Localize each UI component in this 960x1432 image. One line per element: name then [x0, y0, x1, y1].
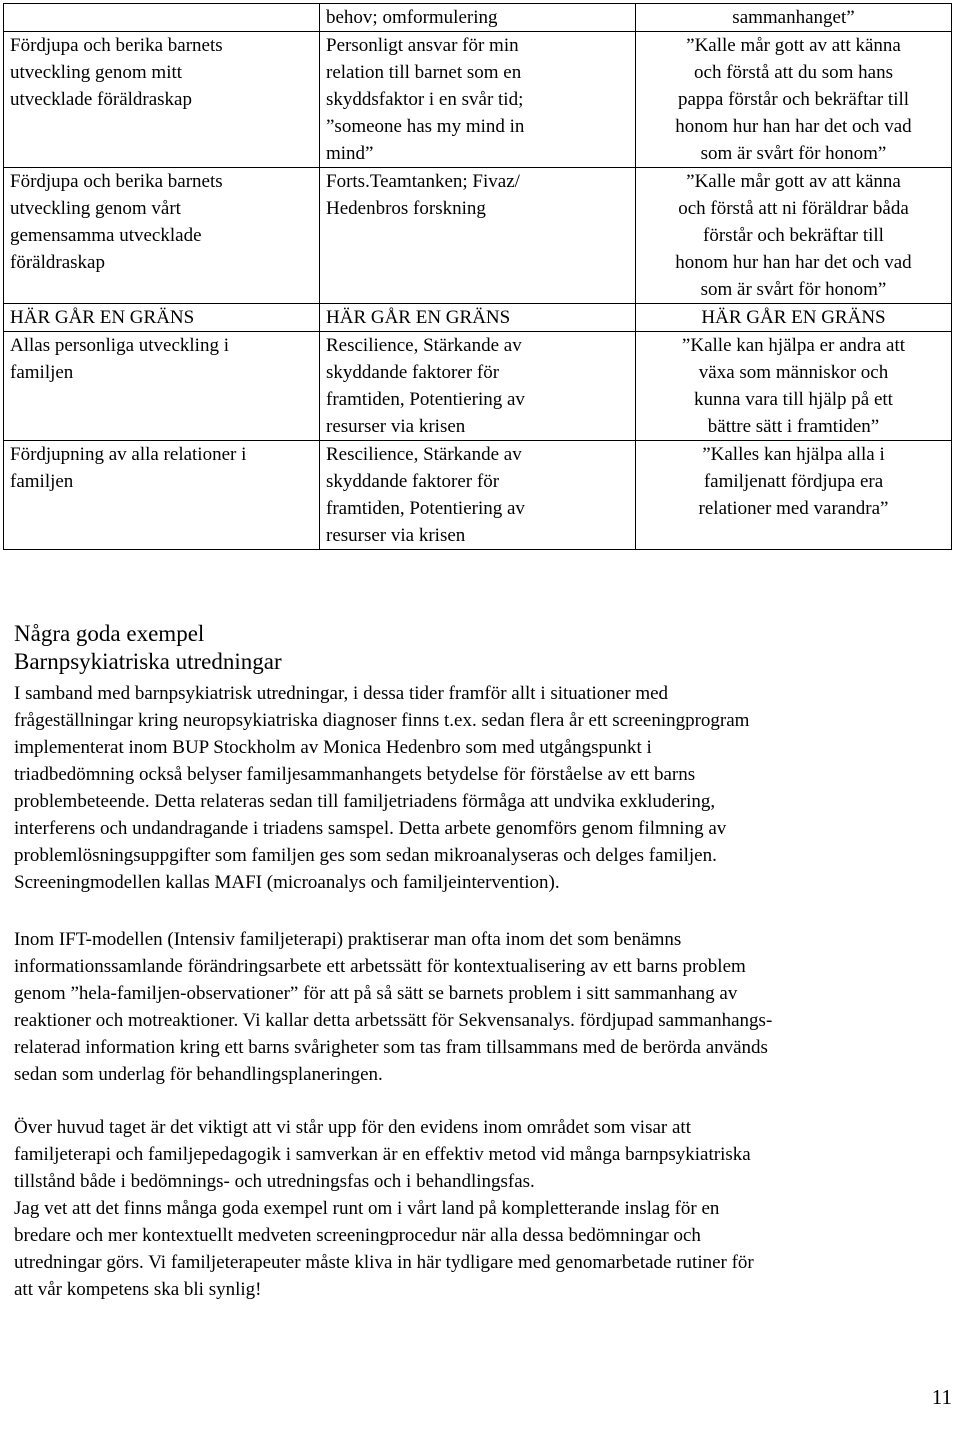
- cell-text: skyddsfaktor i en svår tid;: [326, 89, 524, 110]
- paragraph-line: Jag vet att det finns många goda exempel runt om i vårt land på kompletterande inslag för en: [14, 1198, 720, 1219]
- paragraph-1: [14, 680, 954, 896]
- paragraph-line: I samband med barnpsykiatrisk utredningar, i dessa tider framför allt i situationer med: [14, 683, 669, 704]
- table-row: [4, 304, 952, 332]
- table-row: [4, 441, 952, 550]
- cell-text: pappa förstår och bekräftar till: [677, 89, 910, 110]
- table-cell: [320, 441, 636, 550]
- paragraph-line: reaktioner och motreaktioner. Vi kallar detta arbetssätt för Sekvensanalys. fördjupad sammanhangs-: [14, 1010, 773, 1031]
- table-cell: [4, 168, 320, 304]
- cell-text: HÄR GÅR EN GRÄNS: [326, 307, 511, 328]
- paragraph-line: Inom IFT-modellen (Intensiv familjeterapi) praktiserar man ofta inom det som benämns: [14, 929, 682, 950]
- paragraph-line: utredningar görs. Vi familjeterapeuter måste kliva in här tydligare med genomarbetade rutiner för: [14, 1252, 754, 1273]
- cell-text: bättre sätt i framtiden”: [707, 416, 880, 437]
- cell-text: familjenatt fördjupa era: [703, 471, 884, 492]
- paragraph-line: problembeteende. Detta relateras sedan till familjetriadens förmåga att undvika exkludering,: [14, 791, 716, 812]
- cell-text: Forts.Teamtanken; Fivaz/: [326, 171, 520, 192]
- cell-text: ”Kalle mår gott av att känna: [686, 171, 901, 192]
- cell-text: utveckling genom mitt: [10, 62, 183, 83]
- cell-text: Rescilience, Stärkande av: [326, 444, 522, 465]
- paragraph-line: informationssamlande förändringsarbete ett arbetssätt för kontextualisering av ett barns problem: [14, 956, 746, 977]
- table-cell: [320, 168, 636, 304]
- paragraph-line: Över huvud taget är det viktigt att vi står upp för den evidens inom området som visar att: [14, 1117, 691, 1138]
- cell-text: utveckling genom vårt: [10, 198, 181, 219]
- cell-text: förstår och bekräftar till: [703, 225, 884, 246]
- cell-text: skyddande faktorer för: [326, 362, 500, 383]
- cell-text: Rescilience, Stärkande av: [326, 335, 522, 356]
- cell-text: familjen: [10, 471, 74, 492]
- cell-text: framtiden, Potentiering av: [326, 498, 525, 519]
- table-cell: [636, 304, 952, 332]
- cell-text: relationer med varandra”: [698, 498, 889, 519]
- cell-text: föräldraskap: [10, 252, 105, 273]
- page-number: 11: [931, 1385, 952, 1409]
- paragraph-2: [14, 926, 954, 1088]
- table-cell: [4, 32, 320, 168]
- paragraph-line: triadbedömning också belyser familjesammanhangets betydelse för förståelse av ett barns: [14, 764, 696, 785]
- table-cell: [4, 441, 320, 550]
- paragraph-line: sedan som underlag för behandlingsplaneringen.: [14, 1064, 383, 1085]
- cell-text: relation till barnet som en: [326, 62, 522, 83]
- paragraph-line: relaterad information kring ett barns svårigheter som tas fram tillsammans med de berörda används: [14, 1037, 768, 1058]
- cell-text: Fördjupa och berika barnets: [10, 171, 223, 192]
- table-cell: [4, 332, 320, 441]
- table-cell: [320, 332, 636, 441]
- cell-text: och förstå att du som hans: [694, 62, 893, 83]
- section-subtitle: Barnpsykiatriska utredningar: [14, 649, 282, 674]
- cell-text: familjen: [10, 362, 74, 383]
- paragraph-line: tillstånd både i bedömnings- och utredningsfas och i behandlingsfas.: [14, 1171, 535, 1192]
- cell-text: honom hur han har det och vad: [675, 252, 912, 273]
- cell-text: kunna vara till hjälp på ett: [694, 389, 893, 410]
- cell-text: skyddande faktorer för: [326, 471, 500, 492]
- table-body: [4, 4, 952, 550]
- section-title: Några goda exempel: [14, 621, 205, 646]
- table-cell: [636, 168, 952, 304]
- cell-text: ”Kalles kan hjälpa alla i: [702, 444, 885, 465]
- table-cell: [320, 4, 636, 32]
- cell-text: HÄR GÅR EN GRÄNS: [701, 307, 886, 328]
- paragraph-line: problemlösningsuppgifter som familjen ges som sedan mikroanalyseras och delges familjen.: [14, 845, 717, 866]
- paragraph-line: interferens och undandragande i triadens samspel. Detta arbete genomförs genom filmning av: [14, 818, 727, 839]
- table-cell: [636, 4, 952, 32]
- cell-text: honom hur han har det och vad: [675, 116, 912, 137]
- cell-text: Hedenbros forskning: [326, 198, 486, 219]
- table-cell: [636, 32, 952, 168]
- cell-text: behov; omformulering: [326, 7, 498, 28]
- cell-text: ”someone has my mind in: [326, 116, 525, 137]
- table-cell: [4, 304, 320, 332]
- table-row: [4, 32, 952, 168]
- cell-text: ”Kalle mår gott av att känna: [686, 35, 901, 56]
- cell-text: mind”: [326, 143, 374, 164]
- cell-text: utvecklade föräldraskap: [10, 89, 192, 110]
- cell-text: Fördjupning av alla relationer i: [10, 444, 247, 465]
- table-row: [4, 4, 952, 32]
- cell-text: HÄR GÅR EN GRÄNS: [10, 307, 195, 328]
- paragraph-3: [14, 1114, 954, 1303]
- cell-text: gemensamma utvecklade: [10, 225, 202, 246]
- table-cell: [636, 332, 952, 441]
- cell-text: Personligt ansvar för min: [326, 35, 519, 56]
- cell-text: som är svårt för honom”: [700, 143, 887, 164]
- table-cell: [320, 32, 636, 168]
- cell-text: som är svårt för honom”: [700, 279, 887, 300]
- table-row: [4, 168, 952, 304]
- examples-section: [14, 620, 954, 676]
- cell-text: sammanhanget”: [732, 7, 855, 28]
- paragraph-line: att vår kompetens ska bli synlig!: [14, 1279, 262, 1300]
- comparison-table: [3, 3, 952, 550]
- cell-text: resurser via krisen: [326, 416, 466, 437]
- paragraph-line: familjeterapi och familjepedagogik i samverkan är en effektiv metod vid många barnpsykiatriska: [14, 1144, 751, 1165]
- cell-text: växa som människor och: [698, 362, 889, 383]
- paragraph-line: frågeställningar kring neuropsykiatriska diagnoser finns t.ex. sedan flera år ett screeningprogram: [14, 710, 750, 731]
- cell-text: ”Kalle kan hjälpa er andra att: [681, 335, 906, 356]
- paragraph-line: implementerat inom BUP Stockholm av Monica Hedenbro som med utgångspunkt i: [14, 737, 652, 758]
- table-row: [4, 332, 952, 441]
- cell-text: Allas personliga utveckling i: [10, 335, 229, 356]
- cell-text: och förstå att ni föräldrar båda: [678, 198, 909, 219]
- paragraph-line: bredare och mer kontextuellt medveten screeningprocedur när alla dessa bedömningar och: [14, 1225, 701, 1246]
- cell-text: Fördjupa och berika barnets: [10, 35, 223, 56]
- cell-text: resurser via krisen: [326, 525, 466, 546]
- paragraph-line: genom ”hela-familjen-observationer” för att på så sätt se barnets problem i sitt sammanhang av: [14, 983, 738, 1004]
- table-cell: [4, 4, 320, 32]
- cell-text: framtiden, Potentiering av: [326, 389, 525, 410]
- table-cell: [636, 441, 952, 550]
- paragraph-line: Screeningmodellen kallas MAFI (microanalys och familjeintervention).: [14, 872, 560, 893]
- table-cell: [320, 304, 636, 332]
